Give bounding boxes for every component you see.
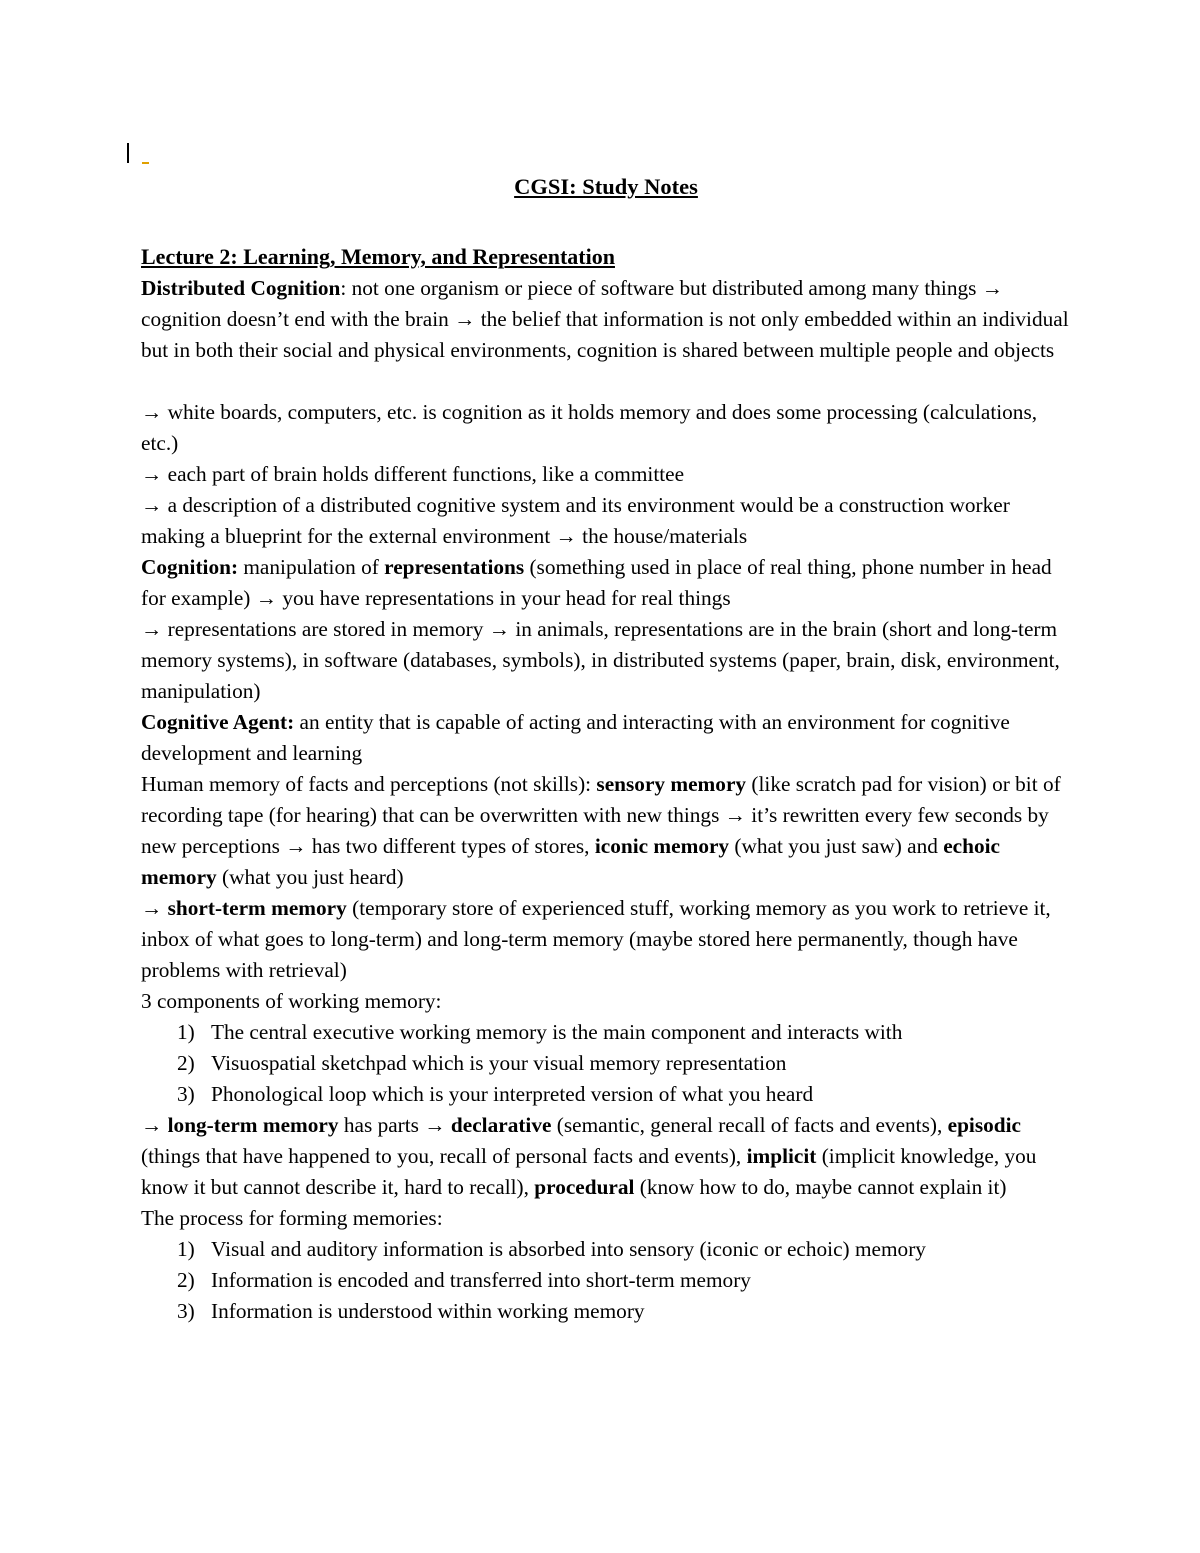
long-term-text-2: (semantic, general recall of facts and events), bbox=[551, 1113, 948, 1137]
list-number: 1) bbox=[177, 1020, 195, 1044]
human-memory-text-2: (like scratch pad for vision) or bit of recording tape (for hearing) that can be overwritten with new things → it’s rewritten every few seconds by new perceptions → has two different types of stores, bbox=[141, 772, 1061, 858]
list-number: 2) bbox=[177, 1051, 195, 1075]
list-number: 3) bbox=[177, 1299, 195, 1323]
distributed-cognition-paragraph bbox=[141, 273, 1071, 366]
cursor-marker bbox=[142, 162, 149, 164]
distributed-cognition-text: : not one organism or piece of software but distributed among many things → cognition doesn’t end with the brain → the belief that information is not only embedded within an individual but in both their social and physical environments, cognition is shared between multiple people and objects bbox=[141, 276, 1069, 362]
list-item bbox=[141, 1234, 1071, 1265]
list-text: Information is understood within working memory bbox=[211, 1299, 645, 1323]
list-text: Visual and auditory information is absorbed into sensory (iconic or echoic) memory bbox=[211, 1237, 926, 1261]
long-term-arrow: → bbox=[141, 1113, 168, 1137]
arrow-line-1: → white boards, computers, etc. is cognition as it holds memory and does some processing (calculations, etc.) bbox=[141, 400, 1038, 455]
cognitive-agent-paragraph bbox=[141, 707, 1071, 769]
episodic-term: episodic bbox=[947, 1113, 1021, 1137]
forming-memories-list bbox=[141, 1234, 1071, 1327]
long-term-text-3: (things that have happened to you, recall of personal facts and events), bbox=[141, 1144, 747, 1168]
text-cursor bbox=[127, 143, 129, 163]
distributed-cognition-term: Distributed Cognition bbox=[141, 276, 341, 300]
echoic-memory-term: echoic memory bbox=[141, 834, 1000, 889]
list-text: The central executive working memory is the main component and interacts with bbox=[211, 1020, 903, 1044]
list-item bbox=[141, 1048, 1071, 1079]
list-text: Information is encoded and transferred into short-term memory bbox=[211, 1268, 751, 1292]
list-item bbox=[141, 1265, 1071, 1296]
iconic-memory-term: iconic memory bbox=[594, 834, 730, 858]
list-text: Phonological loop which is your interpreted version of what you heard bbox=[211, 1082, 814, 1106]
list-item bbox=[141, 1296, 1071, 1327]
list-item bbox=[141, 1017, 1071, 1048]
working-memory-heading: 3 components of working memory: bbox=[141, 989, 442, 1013]
short-term-arrow: → bbox=[141, 896, 168, 920]
long-term-text-5: (know how to do, maybe cannot explain it) bbox=[634, 1175, 1007, 1199]
document-body bbox=[141, 168, 1071, 1327]
procedural-term: procedural bbox=[534, 1175, 635, 1199]
blank-line bbox=[141, 366, 1071, 397]
arrow-line-3: → a description of a distributed cognitive system and its environment would be a construction worker making a blueprint for the external environment → the house/materials bbox=[141, 493, 1010, 548]
human-memory-text-1: Human memory of facts and perceptions (not skills): bbox=[141, 772, 597, 796]
long-term-text-1: has parts → bbox=[338, 1113, 451, 1137]
long-term-paragraph bbox=[141, 1110, 1071, 1203]
short-term-memory-term: short-term memory bbox=[167, 896, 347, 920]
list-text: Visuospatial sketchpad which is your visual memory representation bbox=[211, 1051, 787, 1075]
forming-memories-heading: The process for forming memories: bbox=[141, 1206, 443, 1230]
cognition-term: Cognition: bbox=[141, 555, 239, 579]
list-number: 3) bbox=[177, 1082, 195, 1106]
representations-line: → representations are stored in memory → in animals, representations are in the brain (short and long-term memory systems), in software (databases, symbols), in distributed systems (paper, brain, disk, environment, manipulation) bbox=[141, 617, 1060, 703]
document-title: CGSI: Study Notes bbox=[514, 174, 698, 199]
long-term-text-4: (implicit knowledge, you know it but cannot describe it, hard to recall), bbox=[141, 1144, 1037, 1199]
cognition-paragraph bbox=[141, 552, 1071, 614]
human-memory-text-4: (what you just heard) bbox=[216, 865, 404, 889]
list-number: 1) bbox=[177, 1237, 195, 1261]
long-term-memory-term: long-term memory bbox=[167, 1113, 339, 1137]
human-memory-text-3: (what you just saw) and bbox=[729, 834, 944, 858]
representations-term: representations bbox=[384, 555, 525, 579]
cognition-text-pre: manipulation of bbox=[238, 555, 385, 579]
cognitive-agent-text: an entity that is capable of acting and interacting with an environment for cognitive development and learning bbox=[141, 710, 1010, 765]
cognitive-agent-term: Cognitive Agent: bbox=[141, 710, 295, 734]
lecture-heading: Lecture 2: Learning, Memory, and Representation bbox=[141, 244, 615, 269]
human-memory-paragraph bbox=[141, 769, 1071, 893]
working-memory-list bbox=[141, 1017, 1071, 1110]
cognition-text-post: (something used in place of real thing, phone number in head for example) → you have representations in your head for real things bbox=[141, 555, 1052, 610]
implicit-term: implicit bbox=[746, 1144, 817, 1168]
list-item bbox=[141, 1079, 1071, 1110]
short-term-text: (temporary store of experienced stuff, working memory as you work to retrieve it, inbox of what goes to long-term) and long-term memory (maybe stored here permanently, though have problems with retrieval) bbox=[141, 896, 1051, 982]
spacer bbox=[141, 206, 1071, 240]
declarative-term: declarative bbox=[450, 1113, 552, 1137]
arrow-line-2: → each part of brain holds different functions, like a committee bbox=[141, 462, 685, 486]
short-term-paragraph bbox=[141, 893, 1071, 986]
list-number: 2) bbox=[177, 1268, 195, 1292]
sensory-memory-term: sensory memory bbox=[596, 772, 747, 796]
